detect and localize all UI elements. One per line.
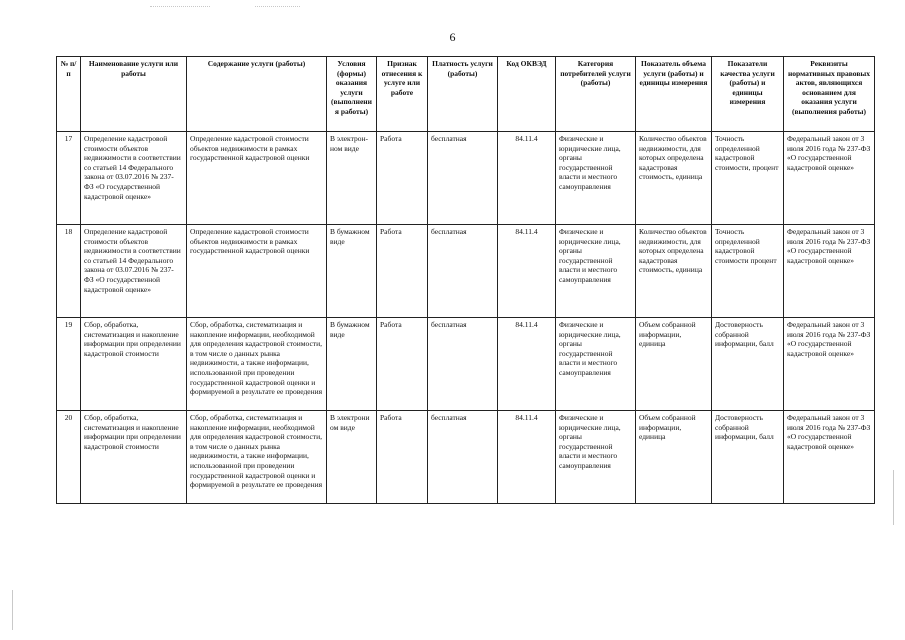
table-header-row xyxy=(57,57,875,132)
scan-artifact-top xyxy=(255,6,300,8)
header-consumers: Категория потребителей услуги (работы) xyxy=(556,57,636,132)
cell-form: В бумажном виде xyxy=(327,318,377,411)
header-attribute: Признак отнесения к услуге или работе xyxy=(377,57,428,132)
cell-okved: 84.11.4 xyxy=(498,411,556,504)
cell-payment: бесплатная xyxy=(428,318,498,411)
cell-service-content: Определение кадастровой стоимости объектов недвижимости в рамках государственной кадастровой оценки xyxy=(187,132,327,225)
cell-volume: Объем собранной информации, единица xyxy=(636,318,712,411)
cell-service-name: Определение кадастровой стоимости объектов недвижимости в соответствии со статьей 14 Федерального закона от 03.07.2016 № 237-ФЗ «О государственной кадастровой оценке» xyxy=(81,225,187,318)
header-quality-indicators: Показатели качества услуги (работы) и единицы измерения xyxy=(712,57,784,132)
header-service-name: Наименование услуги или работы xyxy=(81,57,187,132)
cell-type: Работа xyxy=(377,225,428,318)
cell-quality: Точность определенной кадастровой стоимости, процент xyxy=(712,132,784,225)
cell-consumers: Физические и юридические лица, органы государственной власти и местного самоуправления xyxy=(556,318,636,411)
scan-artifact-edge xyxy=(893,470,894,525)
cell-service-content: Сбор, обработка, систематизация и накопление информации, необходимой для определения кадастровой стоимости, в том числе о данных рынка недвижимости, а также информации, использованной при проведении государственной кадастровой оценки и формируемой в результате ее проведения xyxy=(187,318,327,411)
cell-consumers: Физические и юридические лица, органы государственной власти и местного самоуправления xyxy=(556,132,636,225)
header-payment: Платность услуги (работы) xyxy=(428,57,498,132)
cell-form: В электрони ом виде xyxy=(327,411,377,504)
header-conditions: Условия (формы) оказания услуги (выполнения работы) xyxy=(327,57,377,132)
cell-legal: Федеральный закон от 3 июля 2016 года № 237-ФЗ «О государственной кадастровой оценке» xyxy=(784,225,875,318)
cell-legal: Федеральный закон от 3 июля 2016 года № 237-ФЗ «О государственной кадастровой оценке» xyxy=(784,318,875,411)
cell-service-name: Сбор, обработка, систематизация и накопление информации при определении кадастровой стоимости xyxy=(81,318,187,411)
cell-payment: бесплатная xyxy=(428,225,498,318)
cell-quality: Достоверность собранной информации, балл xyxy=(712,411,784,504)
cell-legal: Федеральный закон от 3 июля 2016 года № 237-ФЗ «О государственной кадастровой оценке» xyxy=(784,132,875,225)
cell-form: В электрон-ном виде xyxy=(327,132,377,225)
table-row xyxy=(57,318,875,411)
cell-volume: Объем собранной информации, единица xyxy=(636,411,712,504)
cell-okved: 84.11.4 xyxy=(498,318,556,411)
cell-type: Работа xyxy=(377,132,428,225)
cell-number: 19 xyxy=(57,318,81,411)
cell-service-name: Определение кадастровой стоимости объектов недвижимости в соответствии со статьей 14 Федерального закона от 03.07.2016 № 237-ФЗ «О государственной кадастровой оценке» xyxy=(81,132,187,225)
cell-type: Работа xyxy=(377,411,428,504)
cell-okved: 84.11.4 xyxy=(498,132,556,225)
cell-type: Работа xyxy=(377,318,428,411)
cell-number: 17 xyxy=(57,132,81,225)
cell-form: В бумажном виде xyxy=(327,225,377,318)
scan-artifact-edge xyxy=(12,590,13,630)
header-service-content: Содержание услуги (работы) xyxy=(187,57,327,132)
table-row xyxy=(57,225,875,318)
table-row xyxy=(57,132,875,225)
cell-payment: бесплатная xyxy=(428,411,498,504)
cell-service-name: Сбор, обработка, систематизация и накопление информации при определении кадастровой стоимости xyxy=(81,411,187,504)
cell-consumers: Физические и юридические лица, органы государственной власти и местного самоуправления xyxy=(556,225,636,318)
cell-volume: Количество объектов недвижимости, для которых определена кадастровая стоимость, единица xyxy=(636,132,712,225)
services-table xyxy=(56,56,875,504)
header-number: № п/п xyxy=(57,57,81,132)
cell-number: 20 xyxy=(57,411,81,504)
cell-service-content: Сбор, обработка, систематизация и накопление информации, необходимой для определения кадастровой стоимости, в том числе о данных рынка недвижимости, а также информации, использованной при проведении государственной кадастровой оценки и формируемой в результате ее проведения xyxy=(187,411,327,504)
cell-quality: Точность определенной кадастровой стоимости процент xyxy=(712,225,784,318)
cell-payment: бесплатная xyxy=(428,132,498,225)
scan-artifact-top xyxy=(150,6,210,8)
header-okved: Код ОКВЭД xyxy=(498,57,556,132)
cell-quality: Достоверность собранной информации, балл xyxy=(712,318,784,411)
table-row xyxy=(57,411,875,504)
cell-okved: 84.11.4 xyxy=(498,225,556,318)
cell-consumers: Физические и юридические лица, органы государственной власти и местного самоуправления xyxy=(556,411,636,504)
page-number: 6 xyxy=(449,30,456,44)
cell-legal: Федеральный закон от 3 июля 2016 года № 237-ФЗ «О государственной кадастровой оценке» xyxy=(784,411,875,504)
header-volume-indicator: Показатель объема услуги (работы) и единицы измерения xyxy=(636,57,712,132)
header-legal-acts: Реквизиты нормативных правовых актов, являющихся основанием для оказания услуги (выполнения работы) xyxy=(784,57,875,132)
cell-number: 18 xyxy=(57,225,81,318)
cell-volume: Количество объектов недвижимости, для которых определена кадастровая стоимость, единица xyxy=(636,225,712,318)
cell-service-content: Определение кадастровой стоимости объектов недвижимости в рамках государственной кадастровой оценки xyxy=(187,225,327,318)
